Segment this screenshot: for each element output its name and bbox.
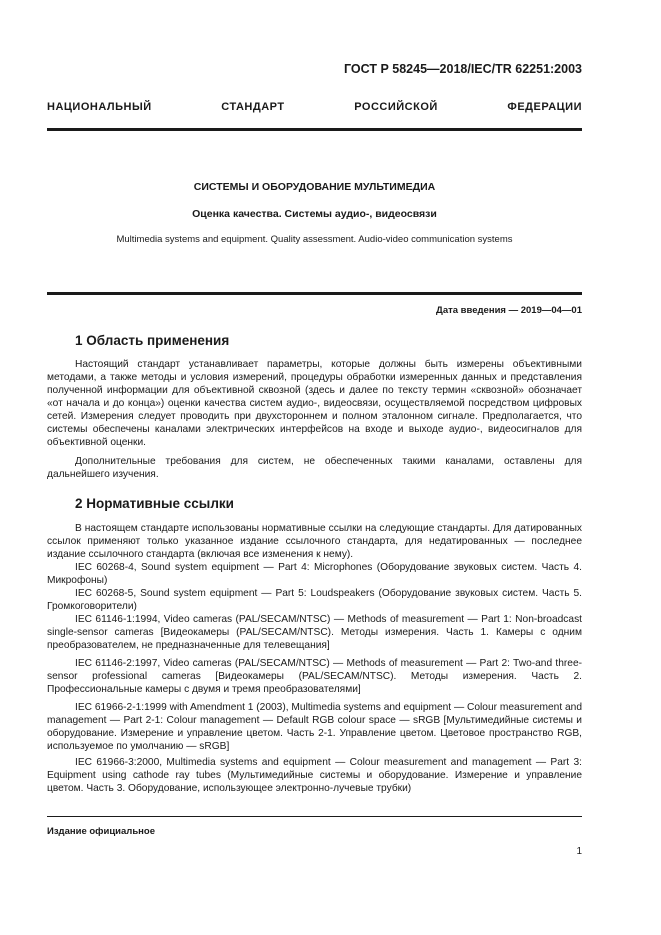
reference-item: IEC 61146-2:1997, Video cameras (PAL/SECAM/NTSC) — Methods of measurement — Part 2: Two-and three-sensor professional cameras [Видеокамеры (PAL/SECAM/NTSC). Методы измерения. Часть 2. Профессиональные камеры с двумя и тремя преобразователями] (47, 658, 582, 695)
reference-item: IEC 61966-2-1:1999 with Amendment 1 (2003), Multimedia systems and equipment — Colour measurement and management — Part 2-1: Colour management — Default RGB colour space — sRGB [Мультимедийные системы и оборудование. Измерение и управление цветом. Часть 2-1. Управление цветом. Цветовое пространство RGB, используемое по умолчанию — sRGB] (47, 702, 582, 752)
section-1-heading: 1 Область применения (75, 333, 230, 348)
section-1-paragraph: Настоящий стандарт устанавливает параметры, которые должны быть измерены объективными методами, а также методы и условия измерений, процедуры обработки измеренных данных и представления полученной информации для объективной сквозной (здесь и далее по тексту термин «сквозной» обозначает «от начала и до конца») оценки качества систем аудио-, видеосвязи, осуществляемой посредством цифровых сетей. Измерения следует проводить при двухстороннем и полном эталонном сигнале. Предполагается, что системы обеспечены каналами электрических интерфейсов на входе и выходе аудио-, видеосигналов для объективной оценки. (47, 359, 582, 448)
footer-rule (47, 816, 582, 817)
standard-title-english: Multimedia systems and equipment. Quality assessment. Audio-video communication systems (116, 234, 513, 245)
national-standard-banner: НАЦИОНАЛЬНЫЙ СТАНДАРТ РОССИЙСКОЙ ФЕДЕРАЦИИ (47, 101, 582, 113)
page-number: 1 (576, 846, 582, 857)
document-code: ГОСТ Р 58245—2018/IEC/TR 62251:2003 (344, 62, 582, 76)
section-2-paragraph: В настоящем стандарте использованы нормативные ссылки на следующие стандарты. Для датированных ссылок применяют только указанное издание ссылочного стандарта, для недатированных — последнее издание ссылочного стандарта (включая все изменения к нему). (47, 523, 582, 560)
section-1-paragraph: Дополнительные требования для систем, не обеспеченных такими каналами, оставлены для дальнейшего изучения. (47, 456, 582, 480)
reference-item: IEC 61146-1:1994, Video cameras (PAL/SECAM/NTSC) — Methods of measurement — Part 1: Non-broadcast single-sensor cameras [Видеокамеры (PAL/SECAM/NTSC). Методы измерения. Часть 1. Камеры с одним преобразователем, не предназначенные для телевещания] (47, 614, 582, 651)
edition-label: Издание официальное (47, 826, 155, 837)
reference-item: IEC 60268-4, Sound system equipment — Part 4: Microphones (Оборудование звуковых систем. Часть 4. Микрофоны) (47, 562, 582, 586)
top-rule (47, 128, 582, 131)
title-rule (47, 292, 582, 295)
introduction-date: Дата введения — 2019—04—01 (436, 305, 582, 316)
reference-item: IEC 61966-3:2000, Multimedia systems and equipment — Colour measurement and management — Part 3: Equipment using cathode ray tubes (Мультимедийные системы и оборудование. Измерение и управление цветом. Часть 3. Оборудование, использующее электронно-лучевые трубки) (47, 757, 582, 794)
standard-title: СИСТЕМЫ И ОБОРУДОВАНИЕ МУЛЬТИМЕДИА (193, 181, 436, 193)
reference-item: IEC 60268-5, Sound system equipment — Part 5: Loudspeakers (Оборудование звуковых систем. Часть 5. Громкоговорители) (47, 588, 582, 612)
section-2-heading: 2 Нормативные ссылки (75, 496, 234, 511)
standard-subtitle: Оценка качества. Системы аудио-, видеосвязи (192, 208, 437, 220)
